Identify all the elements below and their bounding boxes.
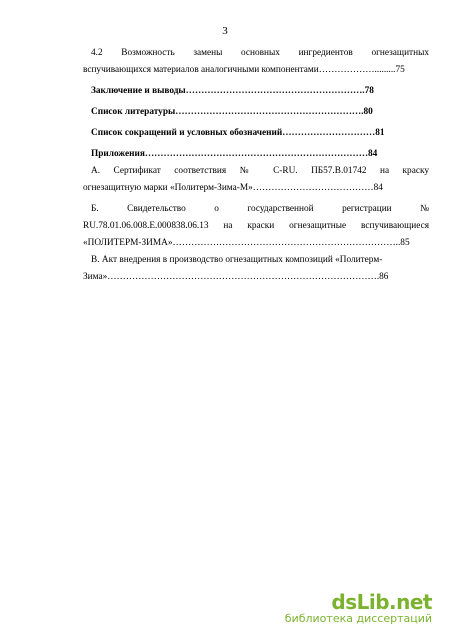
table-of-contents: [83, 45, 429, 286]
toc-entry-literature: [83, 104, 429, 121]
toc-entry-appendices-text: Приложения………………………………………………………………84: [91, 149, 378, 159]
toc-entry-conclusions: [83, 83, 429, 100]
page-number: 3: [222, 25, 228, 37]
toc-entry-appendix-v-line-2: Зима»…………………………………………………………………………….86: [83, 272, 389, 282]
toc-entry-appendix-a: [83, 163, 429, 197]
toc-entry-abbreviations-text: Список сокращений и условных обозначений…………………………81: [91, 128, 385, 138]
toc-entry-abbreviations: [83, 125, 429, 142]
toc-entry-appendix-v: [83, 252, 429, 286]
toc-entry-appendix-b-line-1: Б. Свидетельство о государственной регистрации №: [91, 204, 429, 214]
toc-entry-4-2-line-2: вспучивающихся материалов аналогичными компонентами……………….........75: [83, 65, 405, 75]
toc-entry-appendix-b-line-3: «ПОЛИТЕРМ-ЗИМА»………………………………………………………………..85: [83, 238, 410, 248]
toc-entry-appendices: [83, 146, 429, 163]
watermark-subtitle: библиотека диссертаций: [284, 612, 432, 625]
toc-entry-appendix-v-line-1: В. Акт внедрения в производство огнезащитных композиций «Политерм-: [91, 255, 383, 265]
toc-entry-4-2: [83, 45, 429, 79]
watermark-logo: dsLib.net: [331, 590, 432, 614]
toc-entry-4-2-line-1: 4.2 Возможность замены основных ингредиентов огнезащитных: [91, 48, 429, 58]
toc-entry-appendix-b: [83, 201, 429, 252]
toc-entry-appendix-a-line-1: А. Сертификат соответствия № C-RU. ПБ57.В.01742 на краску: [91, 166, 429, 176]
toc-entry-conclusions-text: Заключение и выводы………………………………………………….78: [91, 86, 374, 96]
toc-entry-appendix-b-line-2: RU.78.01.06.008.Е.000838.06.13 на краски огнезащитные вспучивающиеся: [83, 221, 429, 231]
dslib-watermark: [285, 590, 432, 625]
toc-entry-appendix-a-line-2: огнезащитную марки «Политерм-Зима-М»…………………………………84: [83, 183, 383, 193]
toc-entry-literature-text: Список литературы…………………………………………………….80: [91, 107, 373, 117]
